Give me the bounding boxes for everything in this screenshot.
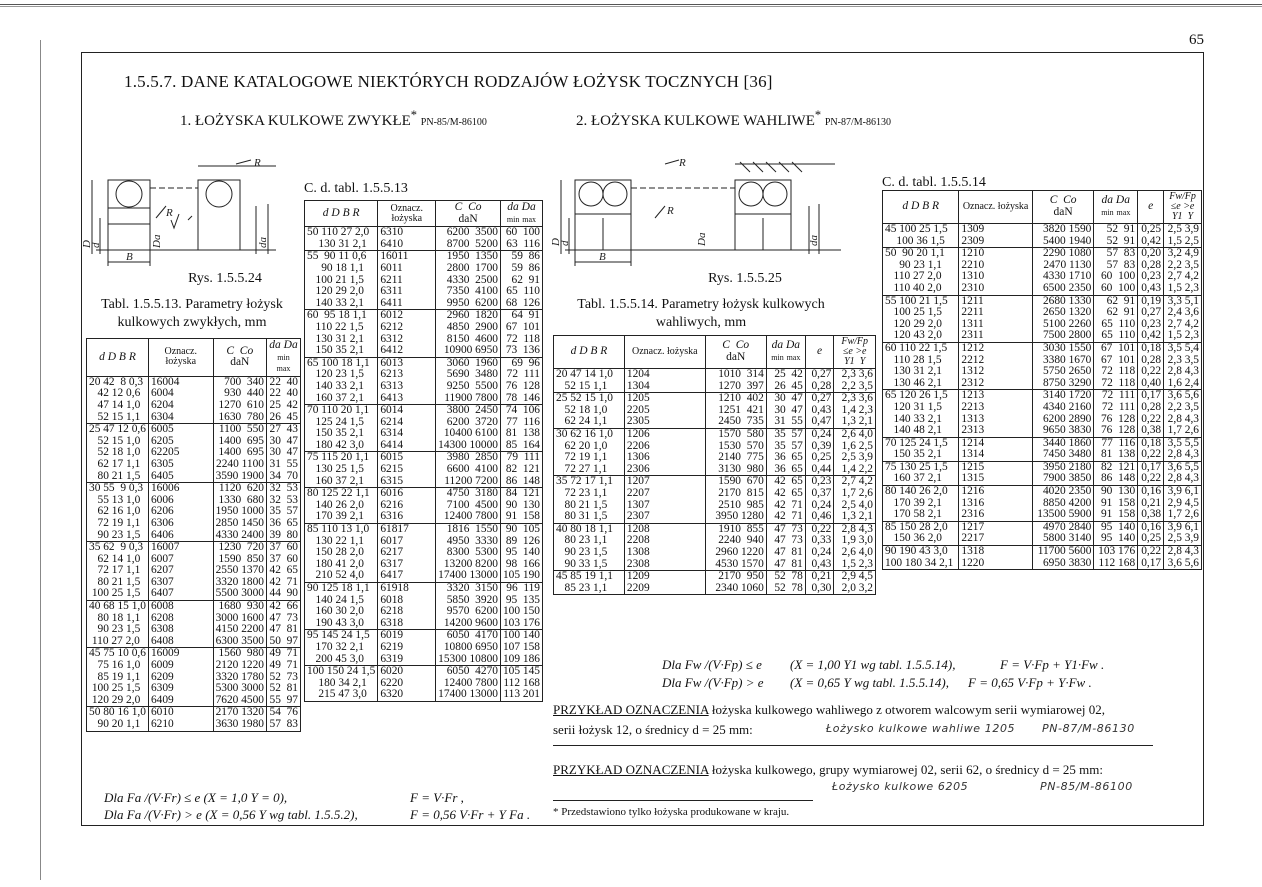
table-cell: 3,2 4,9 2,2 3,5 2,7 4,2 1,5 2,3 [1164, 248, 1202, 295]
table-cell: 72 111 72 111 76 128 76 128 [1094, 390, 1138, 437]
table-cell: 0,21 0,30 [805, 571, 834, 595]
table-cell: 27 43 30 47 30 47 31 55 34 70 [267, 424, 301, 483]
table-cell: 100 140 107 158 109 186 [500, 630, 542, 666]
col-c-co: C Co daN [1032, 191, 1094, 224]
formula2-1c: F = V·Fp + Y1·Fw . [1000, 657, 1105, 672]
fig2-label-d-outer: D [550, 238, 562, 246]
table-cell: 105 145 112 168 113 201 [500, 666, 542, 702]
tab2c-caption: C. d. tabl. 1.5.5.14 [882, 175, 986, 190]
table-cell: 45 100 25 1,5 100 36 1,5 [883, 224, 959, 248]
table-row [305, 227, 543, 251]
example2-label: PRZYKŁAD OZNACZENIA [553, 762, 709, 777]
section2-title: 2. ŁOŻYSKA KULKOWE WAHLIWE* PN-87/M-86130 [576, 108, 891, 129]
col-da-da: da Da min max [1094, 191, 1138, 224]
col-da-da: da Da min max [267, 339, 301, 377]
formula2-2c: F = 0,65 V·Fp + Y·Fw . [968, 675, 1092, 690]
col-designation: Oznacz. łożyska [378, 201, 436, 227]
fig2-label-da-inner: da [808, 235, 820, 246]
table-cell: 1213 2213 1313 2313 [959, 390, 1032, 437]
table-cell: 35 62 9 0,3 62 14 1,0 72 17 1,1 80 21 1,5 100 25 1,5 [87, 542, 149, 601]
table-row [305, 405, 543, 452]
ball-bearing-drawing [81, 157, 286, 270]
table-cell: 1950 1350 2800 1700 4330 2500 7350 4100 9950 6200 [436, 251, 501, 310]
table-cell: 59 86 59 86 62 91 65 110 68 126 [500, 251, 542, 310]
table-cell: 3140 1720 4340 2160 6200 2890 9650 3830 [1032, 390, 1094, 437]
col-e: e [805, 336, 834, 369]
table-row [554, 476, 876, 523]
table-row [554, 523, 876, 570]
table-cell: 100 150 24 1,5 180 34 2,1 215 47 3,0 [305, 666, 378, 702]
table-cell: 61817 6017 6217 6317 6417 [378, 524, 436, 583]
table-ball-bearings-continued [304, 200, 543, 702]
table-row [305, 630, 543, 666]
table-cell: 1680 930 3000 1600 4150 2200 6300 3500 [213, 601, 266, 648]
table-cell: 1010 314 1270 397 [705, 369, 766, 393]
table-cell: 1590 670 2170 815 2510 985 3950 1280 [705, 476, 766, 523]
example1-mark: Łożysko kulkowe wahliwe 1205 [826, 722, 1016, 735]
table-cell: 65 100 18 1,1 120 23 1,5 140 33 2,1 160 37 2,1 [305, 357, 378, 404]
table-row [87, 707, 301, 731]
table-cell: 6005 6205 62205 6305 6405 [148, 424, 213, 483]
table-cell: 57 83 57 83 60 100 60 100 [1094, 248, 1138, 295]
col-designation: Oznacz. łożyska [148, 339, 213, 377]
table-row [554, 571, 876, 595]
table-cell: 55 90 11 0,6 90 18 1,1 100 21 1,5 120 29 2,0 140 33 2,1 [305, 251, 378, 310]
col-da-da: da Da min max [766, 336, 805, 369]
table-cell: 3,9 6,1 2,9 4,5 1,7 2,6 [1164, 486, 1202, 522]
table-cell: 3,9 6,1 2,5 3,9 [1164, 521, 1202, 545]
table-cell: 20 42 8 0,3 42 12 0,6 47 14 1,0 52 15 1,1 [87, 376, 149, 423]
fig1-label-d-inner: d [90, 242, 102, 248]
table-cell: 75 115 20 1,1 130 25 1,5 160 37 2,1 [305, 452, 378, 488]
formula2-1a: Dla Fw /(V·Fp) ≤ e [662, 657, 762, 672]
table-cell: 74 106 77 116 81 138 85 164 [500, 405, 542, 452]
table-cell: 80 125 22 1,1 140 26 2,0 170 39 2,1 [305, 488, 378, 524]
table-cell: 90 105 89 126 95 140 98 166 105 190 [500, 524, 542, 583]
table-cell: 1211 2211 1311 2311 [959, 295, 1032, 342]
table-cell: 50 90 20 1,1 90 23 1,1 110 27 2,0 110 40 2,0 [883, 248, 959, 295]
col-designation: Oznacz. łożyska [959, 191, 1032, 224]
top-rule [0, 4, 1262, 7]
table-cell: 30 47 30 47 31 55 [766, 393, 805, 429]
table-cell: 3440 1860 7450 3480 [1032, 437, 1094, 461]
example1-norm: PN-87/M-86130 [1042, 722, 1135, 735]
table-cell: 0,16 0,25 [1138, 521, 1164, 545]
formula-2a: Dla Fa /(V·Fr) > e (X = 0,56 Y wg tabl. 1.5.5.2), [104, 807, 358, 822]
table-cell: 1210 402 1251 421 2450 735 [705, 393, 766, 429]
table-cell: 16006 6006 6206 6306 6406 [148, 483, 213, 542]
table-row [87, 376, 301, 423]
table-cell: 6012 6212 6312 6412 [378, 310, 436, 357]
table-cell: 3800 2450 6200 3720 10400 6100 14300 10000 [436, 405, 501, 452]
table-cell: 60 95 18 1,1 110 22 1,5 130 31 2,1 150 35 2,1 [305, 310, 378, 357]
table-cell: 1816 1550 4950 3330 8300 5300 13200 8200 17400 13000 [436, 524, 501, 583]
table-cell: 3950 2180 7900 3850 [1032, 461, 1094, 485]
example1-line2: serii łożysk 12, o średnicy d = 25 mm: [553, 722, 753, 737]
table-cell: 0,18 0,28 0,22 0,40 [1138, 342, 1164, 389]
table-self-aligning-bearings-continued [882, 190, 1202, 570]
table-cell: 64 91 67 101 72 118 73 136 [500, 310, 542, 357]
table-cell: 2680 1330 2650 1320 5100 2260 7500 2800 [1032, 295, 1094, 342]
table-cell: 80 140 26 2,0 170 39 2,1 170 58 2,1 [883, 486, 959, 522]
page-title: 1.5.5.7. DANE KATALOGOWE NIEKTÓRYCH RODZAJÓW ŁOŻYSK TOCZNYCH [36] [124, 72, 773, 91]
table-cell: 11700 5600 6950 3830 [1032, 546, 1094, 570]
table-cell: 60 110 22 1,5 110 28 1,5 130 31 2,1 130 46 2,1 [883, 342, 959, 389]
table-cell: 2,3 3,6 1,4 2,3 1,3 2,1 [834, 393, 876, 429]
table-cell: 84 121 90 130 91 158 [500, 488, 542, 524]
table-cell: 2,5 3,9 1,5 2,5 [1164, 224, 1202, 248]
table-row [305, 310, 543, 357]
footnote: * Przedstawiono tylko łożyska produkowane w kraju. [553, 806, 790, 818]
table-cell: 16009 6009 6209 6309 6409 [148, 648, 213, 707]
table-cell: 1309 2309 [959, 224, 1032, 248]
table-cell: 6050 4170 10800 6950 15300 10800 [436, 630, 501, 666]
table-row [883, 486, 1202, 522]
table-cell: 0,22 0,17 [1138, 546, 1164, 570]
table-cell: 75 130 25 1,5 160 37 2,1 [883, 461, 959, 485]
fig2-caption: Rys. 1.5.5.25 [708, 271, 782, 286]
page-number: 65 [1189, 32, 1204, 48]
example2-text: łożyska kulkowego, grupy wymiarowej 02, serii 62, o średnicy d = 25 mm: [711, 762, 1104, 777]
table-cell: 1205 2205 2305 [624, 393, 705, 429]
table-row [87, 601, 301, 648]
table-cell: 42 65 42 65 42 71 42 71 [766, 476, 805, 523]
example2-norm: PN-85/M-86100 [1040, 780, 1133, 793]
tab1-caption: Tabl. 1.5.5.13. Parametry łożysk kulkowych zwykłych, mm [101, 297, 283, 330]
table-cell: 103 176 112 168 [1094, 546, 1138, 570]
formula2-2b: (X = 0,65 Y wg tabl. 1.5.5.14), [790, 675, 949, 690]
table-row [305, 452, 543, 488]
table-cell: 2,6 4,0 1,6 2,5 2,5 3,9 1,4 2,2 [834, 428, 876, 475]
table-cell: 61918 6018 6218 6318 [378, 583, 436, 630]
table-row [305, 524, 543, 583]
table-cell: 3060 1960 5690 3480 9250 5500 11900 7800 [436, 357, 501, 404]
formula2-2a: Dla Fw /(V·Fp) > e [662, 675, 764, 690]
fig2-label-d-inner: d [559, 240, 571, 246]
table-cell: 0,27 0,43 0,47 [805, 393, 834, 429]
table-cell: 3,6 5,6 2,2 3,5 2,8 4,3 1,7 2,6 [1164, 390, 1202, 437]
table-cell: 1209 2209 [624, 571, 705, 595]
table-cell: 16011 6011 6211 6311 6411 [378, 251, 436, 310]
table-cell: 50 110 27 2,0 130 31 2,1 [305, 227, 378, 251]
table-cell: 0,16 0,21 0,38 [1138, 486, 1164, 522]
table-cell: 3820 1590 5400 1940 [1032, 224, 1094, 248]
table-row [305, 583, 543, 630]
table-cell: 45 75 10 0,6 75 16 1,0 85 19 1,1 100 25 1,5 120 29 2,0 [87, 648, 149, 707]
table-cell: 700 340 930 440 1270 610 1630 780 [213, 376, 266, 423]
table-ball-bearings [86, 338, 301, 732]
fig1-label-r1: R [254, 157, 261, 169]
table-row [305, 666, 543, 702]
table-cell: 0,17 0,28 0,22 0,38 [1138, 390, 1164, 437]
table-cell: 77 116 81 138 [1094, 437, 1138, 461]
section1-title: 1. ŁOŻYSKA KULKOWE ZWYKŁE* PN-85/M-86100 [180, 108, 487, 129]
tab2-caption: Tabl. 1.5.5.14. Parametry łożysk kulkowych wahliwych, mm [577, 297, 825, 330]
table-cell: 3,6 5,5 2,8 4,3 [1164, 461, 1202, 485]
table-cell: 6310 6410 [378, 227, 436, 251]
binding-line [40, 40, 41, 880]
fig1-label-r2: R [166, 207, 173, 219]
table-cell: 6020 6220 6320 [378, 666, 436, 702]
fig2-label-r2: R [667, 205, 674, 217]
fig1-caption: Rys. 1.5.5.24 [188, 271, 262, 286]
table-cell: 70 125 24 1,5 150 35 2,1 [883, 437, 959, 461]
table-cell: 2,9 4,5 2,0 3,2 [834, 571, 876, 595]
table-cell: 32 53 32 53 35 57 36 65 39 80 [267, 483, 301, 542]
table-cell: 45 85 19 1,1 85 23 1,1 [554, 571, 625, 595]
footnote-rule [553, 800, 813, 801]
example1-text: łożyska kulkowego wahliwego z otworem walcowym serii wymiarowej 02, [711, 702, 1106, 717]
table-row [883, 295, 1202, 342]
table-cell: 90 130 91 158 91 158 [1094, 486, 1138, 522]
table-cell: 4970 2840 5800 3140 [1032, 521, 1094, 545]
fig1-label-da-inner: da [257, 237, 269, 248]
col-d-d-b-r: d D B R [883, 191, 959, 224]
table-row [883, 521, 1202, 545]
table-cell: 6200 3500 8700 5200 [436, 227, 501, 251]
tab1c-caption: C. d. tabl. 1.5.5.13 [304, 181, 408, 196]
col-e: e [1138, 191, 1164, 224]
table-cell: 6014 6214 6314 6414 [378, 405, 436, 452]
table-cell: 85 110 13 1,0 130 22 1,1 150 28 2,0 180 41 2,0 210 52 4,0 [305, 524, 378, 583]
table-cell: 25 52 15 1,0 52 18 1,0 62 24 1,1 [554, 393, 625, 429]
col-c-co: C Co daN [213, 339, 266, 377]
table-row [883, 437, 1202, 461]
table-row [883, 342, 1202, 389]
table-cell: 2170 1320 3630 1980 [213, 707, 266, 731]
fig1-label-d-outer: D [81, 240, 93, 248]
table-cell: 49 71 49 71 52 73 52 81 55 97 [267, 648, 301, 707]
table-cell: 52 78 52 78 [766, 571, 805, 595]
table-cell: 2170 950 2340 1060 [705, 571, 766, 595]
table-cell: 2,8 4,3 3,6 5,6 [1164, 546, 1202, 570]
table-cell: 1206 2206 1306 2306 [624, 428, 705, 475]
table-cell: 6008 6208 6308 6408 [148, 601, 213, 648]
table-cell: 2,7 4,2 1,7 2,6 2,5 4,0 1,3 2,1 [834, 476, 876, 523]
table-cell: 50 80 16 1,0 90 20 1,1 [87, 707, 149, 731]
table-cell: 30 55 9 0,3 55 13 1,0 62 16 1,0 72 19 1,1 90 23 1,5 [87, 483, 149, 542]
formula-1a: Dla Fa /(V·Fr) ≤ e (X = 1,0 Y = 0), [104, 790, 288, 805]
col-d-d-b-r: d D B R [87, 339, 149, 377]
formula-1b: F = V·Fr , [410, 790, 464, 805]
table-cell: 0,23 0,37 0,24 0,46 [805, 476, 834, 523]
table-cell: 40 80 18 1,1 80 23 1,1 90 23 1,5 90 33 1,5 [554, 523, 625, 570]
table-cell: 40 68 15 1,0 80 18 1,1 90 23 1,5 110 27 2,0 [87, 601, 149, 648]
table-cell: 95 145 24 1,5 170 32 2,1 200 45 3,0 [305, 630, 378, 666]
table-cell: 0,17 0,22 [1138, 461, 1164, 485]
table-cell: 54 76 57 83 [267, 707, 301, 731]
col-da-da: da Da min max [500, 201, 542, 227]
table-cell: 0,27 0,28 [805, 369, 834, 393]
table-cell: 3,3 5,1 2,4 3,6 2,7 4,2 1,5 2,3 [1164, 295, 1202, 342]
table-row [87, 542, 301, 601]
formula2-1b: (X = 1,00 Y1 wg tabl. 1.5.5.14), [790, 657, 956, 672]
table-row [883, 546, 1202, 570]
table-cell: 65 120 26 1,5 120 31 1,5 140 33 2,1 140 48 2,1 [883, 390, 959, 437]
table-cell: 79 111 82 121 86 148 [500, 452, 542, 488]
col-designation: Oznacz. łożyska [624, 336, 705, 369]
formula-2b: F = 0,56 V·Fr + Y Fa . [410, 807, 531, 822]
table-row [883, 248, 1202, 295]
table-cell: 1214 1314 [959, 437, 1032, 461]
table-row [554, 428, 876, 475]
table-cell: 4750 3180 7100 4500 12400 7800 [436, 488, 501, 524]
table-cell: 6050 4270 12400 7800 17400 13000 [436, 666, 501, 702]
table-row [87, 483, 301, 542]
table-cell: 90 125 18 1,1 140 24 1,5 160 30 2,0 190 43 3,0 [305, 583, 378, 630]
table-cell: 1318 1220 [959, 546, 1032, 570]
table-cell: 1120 620 1330 680 1950 1000 2850 1450 4330 2400 [213, 483, 266, 542]
table-cell: 0,24 0,39 0,25 0,44 [805, 428, 834, 475]
table-row [87, 424, 301, 483]
table-cell: 69 96 72 111 76 128 78 146 [500, 357, 542, 404]
fig2-label-r1: R [679, 157, 686, 169]
table-cell: 85 150 28 2,0 150 36 2,0 [883, 521, 959, 545]
table-cell: 1560 980 2120 1220 3320 1780 5300 3000 7620 4500 [213, 648, 266, 707]
fig2-label-b: B [599, 251, 606, 263]
table-cell: 1217 2217 [959, 521, 1032, 545]
table-self-aligning-bearings [553, 335, 876, 595]
example2 [553, 762, 1103, 778]
table-cell: 60 100 63 116 [500, 227, 542, 251]
table-cell: 20 47 14 1,0 52 15 1,1 [554, 369, 625, 393]
table-cell: 16004 6004 6204 6304 [148, 376, 213, 423]
table-row [883, 224, 1202, 248]
table-cell: 82 121 86 148 [1094, 461, 1138, 485]
example2-mark: Łożysko kulkowe 6205 [832, 780, 969, 793]
example1 [553, 702, 1105, 718]
col-c-co: C Co daN [705, 336, 766, 369]
self-aligning-bearing-drawing [550, 157, 845, 270]
table-cell: 2,8 4,3 1,9 3,0 2,6 4,0 1,5 2,3 [834, 523, 876, 570]
table-cell: 1216 1316 2316 [959, 486, 1032, 522]
table-cell: 0,20 0,28 0,23 0,43 [1138, 248, 1164, 295]
table-cell: 0,22 0,33 0,24 0,43 [805, 523, 834, 570]
table-row [554, 369, 876, 393]
col-y-factors: Fw/Fp ≤e >e Y1 Y [834, 336, 876, 369]
table-cell: 1212 2212 1312 2312 [959, 342, 1032, 389]
table-cell: 62 91 62 91 65 110 65 110 [1094, 295, 1138, 342]
table-cell: 6016 6216 6316 [378, 488, 436, 524]
table-cell: 37 60 37 60 42 65 42 71 44 90 [267, 542, 301, 601]
table-cell: 52 91 52 91 [1094, 224, 1138, 248]
table-cell: 3,5 5,5 2,8 4,3 [1164, 437, 1202, 461]
table-cell: 2,3 3,6 2,2 3,5 [834, 369, 876, 393]
col-d-d-b-r: d D B R [554, 336, 625, 369]
table-cell: 3320 3150 5850 3920 9570 6200 14200 9600 [436, 583, 501, 630]
table-cell: 67 101 67 101 72 118 72 118 [1094, 342, 1138, 389]
table-cell: 1100 550 1400 695 1400 695 2240 1100 3590 1900 [213, 424, 266, 483]
table-cell: 3980 2850 6600 4100 11200 7200 [436, 452, 501, 488]
fig1-label-b: B [126, 251, 133, 263]
table-cell: 70 110 20 1,1 125 24 1,5 150 35 2,1 180 42 3,0 [305, 405, 378, 452]
table-cell: 96 119 95 135 100 150 103 176 [500, 583, 542, 630]
table-cell: 6019 6219 6319 [378, 630, 436, 666]
table-cell: 95 140 95 140 [1094, 521, 1138, 545]
table-cell: 1207 2207 1307 2307 [624, 476, 705, 523]
table-cell: 2290 1080 2470 1130 4330 1710 6500 2350 [1032, 248, 1094, 295]
table-cell: 35 57 35 57 36 65 36 65 [766, 428, 805, 475]
table-cell: 1230 720 1590 850 2550 1370 3320 1800 5500 3000 [213, 542, 266, 601]
table-cell: 6010 6210 [148, 707, 213, 731]
table-cell: 1204 1304 [624, 369, 705, 393]
table-cell: 2960 1820 4850 2900 8150 4600 10900 6950 [436, 310, 501, 357]
table-cell: 1208 2208 1308 2308 [624, 523, 705, 570]
table-cell: 1570 580 1530 570 2140 775 3130 980 [705, 428, 766, 475]
table-cell: 25 42 26 45 [766, 369, 805, 393]
table-cell: 0,25 0,42 [1138, 224, 1164, 248]
table-cell: 3,5 5,4 2,3 3,5 2,8 4,3 1,6 2,4 [1164, 342, 1202, 389]
table-row [883, 390, 1202, 437]
table-cell: 1910 855 2240 940 2960 1220 4530 1570 [705, 523, 766, 570]
table-cell: 1215 1315 [959, 461, 1032, 485]
table-cell: 0,18 0,22 [1138, 437, 1164, 461]
table-row [554, 393, 876, 429]
table-row [305, 251, 543, 310]
table-cell: 6015 6215 6315 [378, 452, 436, 488]
col-d-d-b-r: d D B R [305, 201, 378, 227]
col-c-co: C Co daN [436, 201, 501, 227]
table-cell: 4020 2350 8850 4200 13500 5900 [1032, 486, 1094, 522]
example1-label: PRZYKŁAD OZNACZENIA [553, 702, 709, 717]
example-divider [553, 745, 1153, 746]
table-cell: 25 47 12 0,6 52 15 1,0 52 18 1,0 62 17 1,1 80 21 1,5 [87, 424, 149, 483]
table-cell: 1210 2210 1310 2310 [959, 248, 1032, 295]
table-cell: 22 40 22 40 25 42 26 45 [267, 376, 301, 423]
table-row [305, 357, 543, 404]
table-row [305, 488, 543, 524]
table-cell: 42 66 47 73 47 81 50 97 [267, 601, 301, 648]
table-cell: 3030 1550 3380 1670 5750 2650 8750 3290 [1032, 342, 1094, 389]
table-cell: 0,19 0,27 0,23 0,42 [1138, 295, 1164, 342]
table-cell: 35 72 17 1,1 72 23 1,1 80 21 1,5 80 31 1,5 [554, 476, 625, 523]
table-cell: 47 73 47 73 47 81 47 81 [766, 523, 805, 570]
col-y-factors: Fw/Fp ≤e >e Y1 Y [1164, 191, 1202, 224]
table-cell: 30 62 16 1,0 62 20 1,0 72 19 1,1 72 27 1,1 [554, 428, 625, 475]
fig1-label-da-outer: Da [151, 234, 163, 248]
table-cell: 6013 6213 6313 6413 [378, 357, 436, 404]
table-cell: 90 190 43 3,0 100 180 34 2,1 [883, 546, 959, 570]
table-row [87, 648, 301, 707]
table-cell: 16007 6007 6207 6307 6407 [148, 542, 213, 601]
fig2-label-da-outer: Da [696, 232, 708, 246]
table-cell: 55 100 21 1,5 100 25 1,5 120 29 2,0 120 43 2,0 [883, 295, 959, 342]
table-row [883, 461, 1202, 485]
